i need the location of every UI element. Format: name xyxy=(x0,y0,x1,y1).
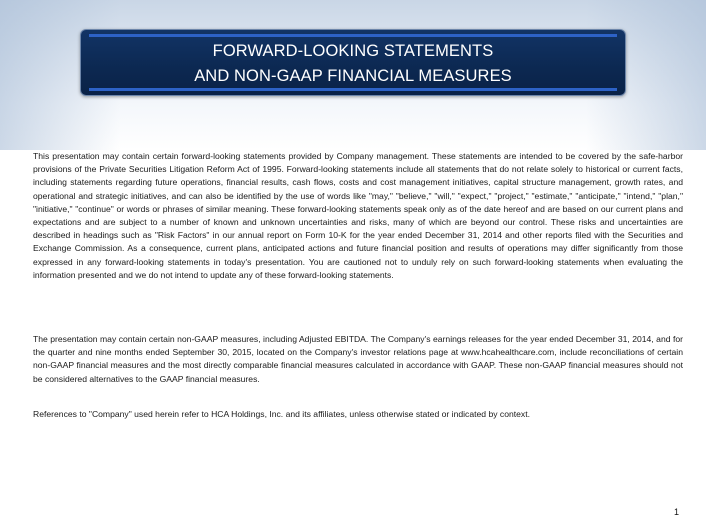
title-rule-bottom xyxy=(89,88,617,91)
page-title xyxy=(81,39,625,89)
page-title-line-2: AND NON-GAAP FINANCIAL MEASURES xyxy=(194,67,512,85)
non-gaap-paragraph: The presentation may contain certain non-GAAP measures, including Adjusted EBITDA. The Company's earnings releases for the year ended December 31, 2014, and for the quarter and nine months ended September 30, 2015, located on the Company's investor relations page at www.hcahealthcare.com, include reconciliations of certain non-GAAP financial measures and the most directly comparable financial measures calculated in accordance with GAAP. These non-GAAP financial measures should not be considered alternatives to the GAAP financial measures. xyxy=(33,334,683,384)
title-banner xyxy=(80,29,626,96)
page-title-line-1: FORWARD-LOOKING STATEMENTS xyxy=(212,42,494,60)
page-number: 1 xyxy=(673,507,679,517)
title-rule-top xyxy=(89,34,617,37)
forward-looking-paragraph: This presentation may contain certain forward-looking statements provided by Company management. These statements are intended to be covered by the safe-harbor provisions of the Private Securities Litigation Reform Act of 1995. Forward-looking statements include all statements that do not relate solely to historical or current facts, including statements regarding future operations, financial results, cash flows, costs and cost management initiatives, capital structure management, growth rates, and operational and strategic initiatives, and can also be identified by the use of words like "may," "believe," "will," "expect," "project," "estimate," "anticipate," "intend," "plan," "initiative," "continue" or words or phrases of similar meaning. These forward-looking statements speak only as of the date hereof and are based on our current plans and expectations and are subject to a number of known and unknown uncertainties and risks, many of which are beyond our control. These risks and uncertainties are described in headings such as "Risk Factors" in our annual report on Form 10-K for the year ended December 31, 2014 and other reports filed with the Securities and Exchange Commission. As a consequence, current plans, anticipated actions and future financial position and results of operations may differ significantly from those expressed in any forward-looking statements in today's presentation. You are cautioned not to unduly rely on such forward-looking statements when evaluating the information presented and we do not intend to update any of these forward-looking statements. xyxy=(33,151,683,280)
references-paragraph: References to "Company" used herein refer to HCA Holdings, Inc. and its affiliates, unless otherwise stated or indicated by context. xyxy=(33,409,531,419)
